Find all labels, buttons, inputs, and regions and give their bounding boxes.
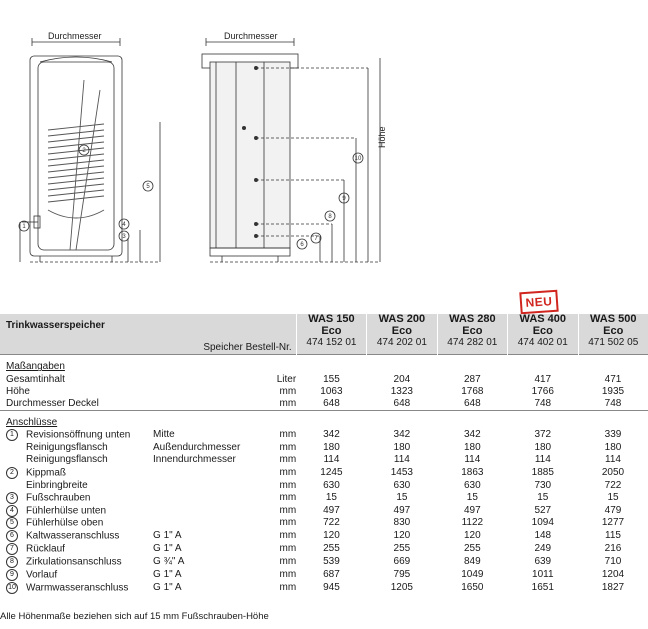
section-title: Anschlüsse xyxy=(6,417,58,429)
footnote: Alle Höhenmaße beziehen sich auf 15 mm Fußschrauben-Höhe xyxy=(0,611,269,622)
marker-8: 8 xyxy=(328,214,332,220)
row-unit: mm xyxy=(279,429,297,441)
cell-value: 180 xyxy=(604,442,622,454)
cell-value: 630 xyxy=(393,479,411,491)
cell-value: 687 xyxy=(323,568,340,580)
row-label: Kippmaß xyxy=(26,467,67,479)
row-detail xyxy=(153,492,250,505)
row-detail xyxy=(153,467,250,480)
row-label: Einbringbreite xyxy=(26,479,88,491)
cell-value: 417 xyxy=(534,373,552,385)
marker-circle: 10 xyxy=(6,582,18,594)
cell-value: 287 xyxy=(463,373,481,385)
cell-value: 497 xyxy=(463,504,481,516)
cell-value: 120 xyxy=(323,530,340,542)
technical-drawing xyxy=(0,0,648,290)
diameter-label-left: Durchmesser xyxy=(48,31,102,41)
row-unit: mm xyxy=(279,466,297,478)
cell-value: 249 xyxy=(534,543,552,555)
table-row xyxy=(0,582,648,595)
cell-value: 255 xyxy=(323,543,340,555)
table-row xyxy=(0,454,648,466)
cell-value: 339 xyxy=(604,429,622,441)
marker-3: 3 xyxy=(122,234,126,240)
row-unit: mm xyxy=(279,568,297,580)
cell-value: 1768 xyxy=(461,385,484,397)
cell-value: 155 xyxy=(323,373,340,385)
cell-value: 748 xyxy=(534,398,552,410)
cell-value: 1651 xyxy=(531,581,554,593)
table-row xyxy=(0,398,648,411)
cell-value: 527 xyxy=(534,504,552,516)
cell-value: 748 xyxy=(604,398,622,410)
cell-value: 1245 xyxy=(320,466,343,478)
cell-value: 669 xyxy=(393,555,411,567)
marker-5: 5 xyxy=(146,184,150,190)
row-label: Reinigungsflansch xyxy=(26,454,108,466)
row-unit: mm xyxy=(279,454,297,466)
cell-value: 497 xyxy=(393,504,411,516)
marker-1: 1 xyxy=(22,224,26,230)
table-row xyxy=(0,543,648,556)
row-label: Fühlerhülse oben xyxy=(26,518,104,530)
cell-value: 648 xyxy=(323,398,340,410)
cell-value: 114 xyxy=(323,454,340,466)
cell-value: 180 xyxy=(463,442,481,454)
row-detail: Außendurchmesser xyxy=(153,442,241,454)
cell-value: 1204 xyxy=(601,568,625,580)
marker-circle: 5 xyxy=(6,517,18,529)
row-unit: mm xyxy=(279,385,297,397)
row-detail xyxy=(153,374,250,386)
marker-circle: 3 xyxy=(6,492,18,504)
row-label: Durchmesser Deckel xyxy=(6,398,99,410)
cell-value: 1885 xyxy=(531,466,554,478)
row-label: Kaltwasseranschluss xyxy=(26,530,120,542)
marker-9: 9 xyxy=(342,196,346,202)
row-unit: mm xyxy=(279,555,297,567)
row-unit: mm xyxy=(279,491,297,503)
row-unit: mm xyxy=(279,581,297,593)
table-row xyxy=(0,374,648,386)
table-row xyxy=(0,530,648,543)
table-row xyxy=(0,386,648,398)
cell-value: 722 xyxy=(323,517,340,529)
table-row xyxy=(0,517,648,530)
cell-value: 180 xyxy=(323,442,340,454)
cell-value: 639 xyxy=(534,555,552,567)
row-detail xyxy=(153,386,250,398)
row-label: Höhe xyxy=(6,385,30,397)
cell-value: 648 xyxy=(393,398,411,410)
cell-value: 1049 xyxy=(461,568,484,580)
table-title: Trinkwasserspeicher Speicher Bestell-Nr. xyxy=(0,314,296,355)
cell-value: 1827 xyxy=(601,581,625,593)
cell-value: 497 xyxy=(323,504,340,516)
table-row xyxy=(0,492,648,505)
row-detail xyxy=(153,505,250,518)
marker-10: 10 xyxy=(354,156,362,162)
marker-circle: 4 xyxy=(6,505,18,517)
table-row xyxy=(0,505,648,518)
cell-value: 342 xyxy=(393,429,411,441)
table-row xyxy=(0,480,648,492)
cell-value: 1935 xyxy=(601,385,625,397)
marker-circle: 1 xyxy=(6,429,18,441)
product-header-0: WAS 150 Eco 474 152 01 xyxy=(296,314,366,355)
cell-value: 114 xyxy=(605,454,621,466)
cell-value: 1766 xyxy=(531,385,554,397)
row-label: Vorlauf xyxy=(26,569,58,581)
cell-value: 114 xyxy=(393,454,410,466)
row-unit: mm xyxy=(279,543,297,555)
row-detail: G 1" A xyxy=(153,581,182,593)
row-unit: Liter xyxy=(276,373,297,385)
cell-value: 342 xyxy=(463,429,481,441)
row-label: Revisionsöffnung unten xyxy=(26,430,131,442)
row-unit: mm xyxy=(279,517,297,529)
cell-value: 372 xyxy=(534,429,552,441)
cell-value: 115 xyxy=(605,530,621,542)
cell-value: 722 xyxy=(604,479,622,491)
row-detail xyxy=(153,398,250,411)
row-label: Zirkulationsanschluss xyxy=(26,556,122,568)
cell-value: 15 xyxy=(607,491,619,503)
row-detail xyxy=(153,517,250,530)
spec-table xyxy=(0,314,648,594)
section-title: Maßangaben xyxy=(6,361,65,373)
cell-value: 1122 xyxy=(461,517,484,529)
cell-value: 648 xyxy=(463,398,481,410)
row-detail: G 1" A xyxy=(153,543,182,555)
bestell-label: Speicher Bestell-Nr. xyxy=(203,342,292,354)
table-row xyxy=(0,467,648,480)
row-detail xyxy=(153,480,250,492)
row-detail: G ¾" A xyxy=(153,555,185,567)
cell-value: 1650 xyxy=(461,581,484,593)
row-label: Reinigungsflansch xyxy=(26,442,108,454)
cell-value: 114 xyxy=(464,454,481,466)
row-label: Warmwasseranschluss xyxy=(26,582,129,594)
section-title-row xyxy=(0,355,648,374)
cell-value: 15 xyxy=(466,491,478,503)
cell-value: 255 xyxy=(393,543,411,555)
section-title-row xyxy=(0,411,648,430)
cell-value: 539 xyxy=(323,555,340,567)
new-badge: NEU xyxy=(519,290,558,315)
marker-circle: 8 xyxy=(6,556,18,568)
cell-value: 15 xyxy=(325,491,337,503)
marker-7: 7 xyxy=(314,236,318,242)
cell-value: 1205 xyxy=(390,581,413,593)
marker-2: 2 xyxy=(82,148,86,154)
cell-value: 204 xyxy=(393,373,411,385)
cell-value: 1323 xyxy=(390,385,413,397)
table-row xyxy=(0,556,648,569)
cell-value: 849 xyxy=(463,555,481,567)
marker-circle: 7 xyxy=(6,543,18,555)
product-header-4: WAS 500 Eco 471 502 05 xyxy=(578,314,648,355)
diameter-label-right: Durchmesser xyxy=(224,31,278,41)
cell-value: 830 xyxy=(393,517,411,529)
cell-value: 114 xyxy=(534,454,551,466)
cell-value: 180 xyxy=(534,442,552,454)
cell-value: 630 xyxy=(463,479,481,491)
cell-value: 630 xyxy=(323,479,340,491)
row-label: Fühlerhülse unten xyxy=(26,505,107,517)
row-unit: mm xyxy=(279,479,297,491)
cell-value: 1277 xyxy=(601,517,625,529)
table-row xyxy=(0,569,648,582)
marker-4: 4 xyxy=(122,222,126,228)
product-header-2: WAS 280 Eco 474 282 01 xyxy=(437,314,507,355)
cell-value: 180 xyxy=(393,442,411,454)
marker-6: 6 xyxy=(300,242,304,248)
cell-value: 1094 xyxy=(531,517,554,529)
row-unit: mm xyxy=(279,398,297,410)
cell-value: 730 xyxy=(534,479,552,491)
cell-value: 945 xyxy=(323,581,340,593)
product-header-1: WAS 200 Eco 474 202 01 xyxy=(367,314,437,355)
marker-circle: 9 xyxy=(6,569,18,581)
row-label: Gesamtinhalt xyxy=(6,373,65,385)
cell-value: 148 xyxy=(534,530,552,542)
row-label: Rücklauf xyxy=(26,543,65,555)
row-unit: mm xyxy=(279,504,297,516)
table-row xyxy=(0,442,648,454)
row-unit: mm xyxy=(279,530,297,542)
row-detail: G 1" A xyxy=(153,568,182,580)
row-label: Fußschrauben xyxy=(26,492,91,504)
row-unit: mm xyxy=(279,442,297,454)
cell-value: 1011 xyxy=(532,568,554,580)
cell-value: 710 xyxy=(604,555,622,567)
row-detail: G 1" A xyxy=(153,530,182,542)
cell-value: 15 xyxy=(396,491,408,503)
cell-value: 795 xyxy=(393,568,411,580)
cell-value: 120 xyxy=(393,530,411,542)
cell-value: 342 xyxy=(323,429,340,441)
cell-value: 2050 xyxy=(601,466,625,478)
cell-value: 216 xyxy=(604,543,622,555)
row-detail: Mitte xyxy=(153,429,175,441)
cell-value: 15 xyxy=(537,491,549,503)
cell-value: 120 xyxy=(463,530,481,542)
cell-value: 1063 xyxy=(320,385,343,397)
cell-value: 471 xyxy=(604,373,622,385)
marker-circle: 2 xyxy=(6,467,18,479)
table-header-row xyxy=(0,314,648,355)
cell-value: 479 xyxy=(604,504,622,516)
cell-value: 255 xyxy=(463,543,481,555)
height-label: Höhe xyxy=(377,126,387,148)
row-detail: Innendurchmesser xyxy=(153,454,236,466)
cell-value: 1453 xyxy=(390,466,413,478)
product-header-3: WAS 400 Eco 474 402 01 xyxy=(508,314,578,355)
table-row xyxy=(0,429,648,442)
marker-circle: 6 xyxy=(6,530,18,542)
cell-value: 1863 xyxy=(461,466,484,478)
